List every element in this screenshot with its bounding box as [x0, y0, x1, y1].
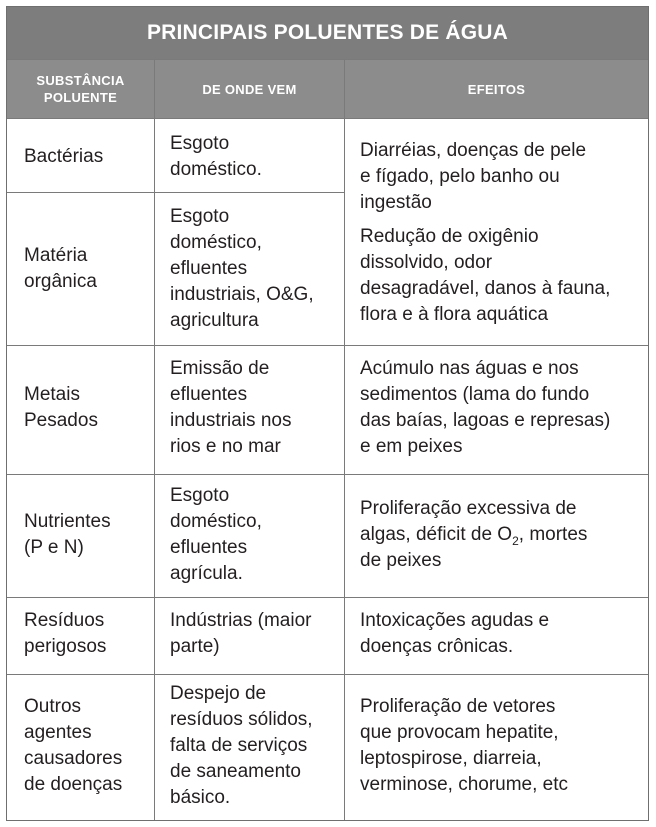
table-cell-efeitos: Diarréias, doenças de pele e fígado, pelo banho ou ingestão: [360, 140, 587, 213]
header-efeitos: EFEITOS: [345, 60, 648, 118]
table-cell-origem: Esgoto doméstico, efluentes agrícula.: [170, 485, 262, 584]
table-cell-efeitos: Redução de oxigênio dissolvido, odor desagradável, danos à fauna, flora e à flora aquática: [360, 226, 611, 325]
efeitos-line: [360, 522, 587, 548]
row-divider: [7, 192, 344, 193]
table-cell-substancia: Bactérias: [24, 146, 104, 167]
table-cell-efeitos: Acúmulo nas águas e nos sedimentos (lama do fundo das baías, lagoas e represas) e em peixes: [360, 358, 611, 457]
table-cell-substancia: Matéria orgânica: [24, 245, 97, 292]
header-substancia-label: SUBSTÂNCIA POLUENTE: [36, 73, 125, 105]
row-divider: [7, 474, 648, 475]
table-cell-substancia: Resíduos perigosos: [24, 610, 107, 657]
header-origem: DE ONDE VEM: [155, 60, 344, 118]
row-divider: [7, 118, 648, 119]
column-divider: [344, 60, 345, 820]
row-divider: [7, 674, 648, 675]
table-cell-substancia: Metais Pesados: [24, 384, 98, 431]
table-cell-efeitos: Intoxicações agudas e doenças crônicas.: [360, 610, 550, 657]
table-title: PRINCIPAIS POLUENTES DE ÁGUA: [7, 7, 648, 59]
table-cell-origem: Emissão de efluentes industriais nos rios e no mar: [170, 358, 292, 457]
row-divider: [7, 345, 648, 346]
header-substancia: [7, 60, 154, 118]
efeitos-line: Proliferação excessiva de: [360, 498, 577, 519]
row-divider: [7, 59, 648, 60]
table-cell-origem: Indústrias (maior parte): [170, 610, 312, 657]
efeitos-line: de peixes: [360, 550, 442, 571]
pollutants-table: [6, 6, 649, 821]
table-cell-substancia: Outros agentes causadores de doenças: [24, 696, 123, 795]
table-cell-efeitos: [360, 496, 587, 574]
table-cell-origem: Despejo de resíduos sólidos, falta de serviços de saneamento básico.: [170, 683, 313, 808]
table-cell-origem: Esgoto doméstico, efluentes industriais, O&G, agricultura: [170, 206, 314, 331]
efeitos-text: algas, déficit de O: [360, 524, 513, 545]
table-cell-origem: Esgoto doméstico.: [170, 133, 262, 180]
row-divider: [7, 597, 648, 598]
table-cell-substancia: Nutrientes (P e N): [24, 511, 111, 558]
column-divider: [154, 60, 155, 820]
subscript-2: 2: [512, 534, 519, 548]
efeitos-text: , mortes: [518, 524, 588, 545]
table-cell-efeitos: Proliferação de vetores que provocam hepatite, leptospirose, diarreia, verminose, chorume, etc: [360, 696, 569, 795]
